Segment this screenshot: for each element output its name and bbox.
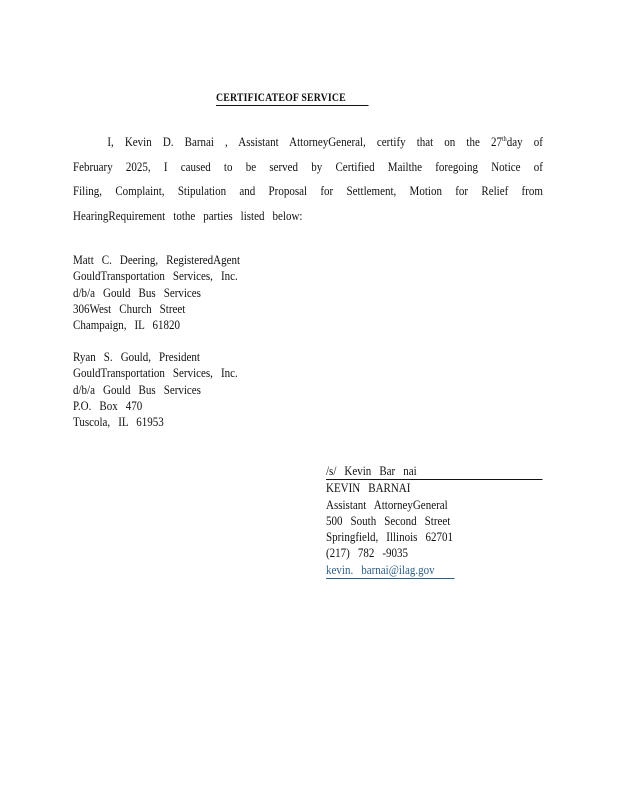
ordinal-suffix: th [501,135,507,143]
signature-block [326,463,542,579]
addressee-2-line: GouldTransportation Services, Inc. [73,366,238,381]
addressee-2-line: P.O. Box 470 [73,398,143,413]
paragraph-line-4: HearingRequirement tothe parties listed below: [73,208,303,223]
signer-street: 500 South Second Street [326,513,451,528]
addressee-1-line: Champaign, IL 61820 [73,318,181,333]
addressee-2-line: d/b/a Gould Bus Services [73,382,201,397]
addressee-block-2 [73,349,238,430]
service-paragraph [73,127,543,228]
email-line [326,562,542,579]
paragraph-line-2: February 2025, I caused to be served by Certified Mailthe foregoing Notice of [73,159,543,174]
addressee-2-line: Tuscola, IL 61953 [73,415,164,430]
addressee-2-line: Ryan S. Gould, President [73,350,200,364]
addressee-1-line: d/b/a Gould Bus Services [73,285,201,300]
addressee-1-line: 306West Church Street [73,301,186,316]
signer-city: Springfield, Illinois 62701 [326,530,453,545]
addressee-block-1 [73,252,240,333]
signature-line [326,463,542,480]
signature-text: /s/ Kevin Bar nai [326,463,542,480]
paragraph-line-1 [73,127,543,155]
document-title: CERTIFICATEOF SERVICE [216,90,369,106]
email-link[interactable]: kevin. barnai@ilag.gov [326,562,454,579]
paragraph-line-1-text: I, Kevin D. Barnai , Assistant AttorneyGeneral, certify that on the 27 [107,135,502,149]
paragraph-line-1-tail: day of [506,135,543,149]
addressee-1-line: GouldTransportation Services, Inc. [73,269,238,284]
paragraph-line-3: Filing, Complaint, Stipulation and Proposal for Settlement, Motion for Relief from [73,184,543,198]
signer-title: Assistant AttorneyGeneral [326,497,448,512]
signer-name: KEVIN BARNAI [326,481,411,496]
addressee-1-line: Matt C. Deering, RegisteredAgent [73,253,241,267]
signer-phone: (217) 782 -9035 [326,546,409,561]
